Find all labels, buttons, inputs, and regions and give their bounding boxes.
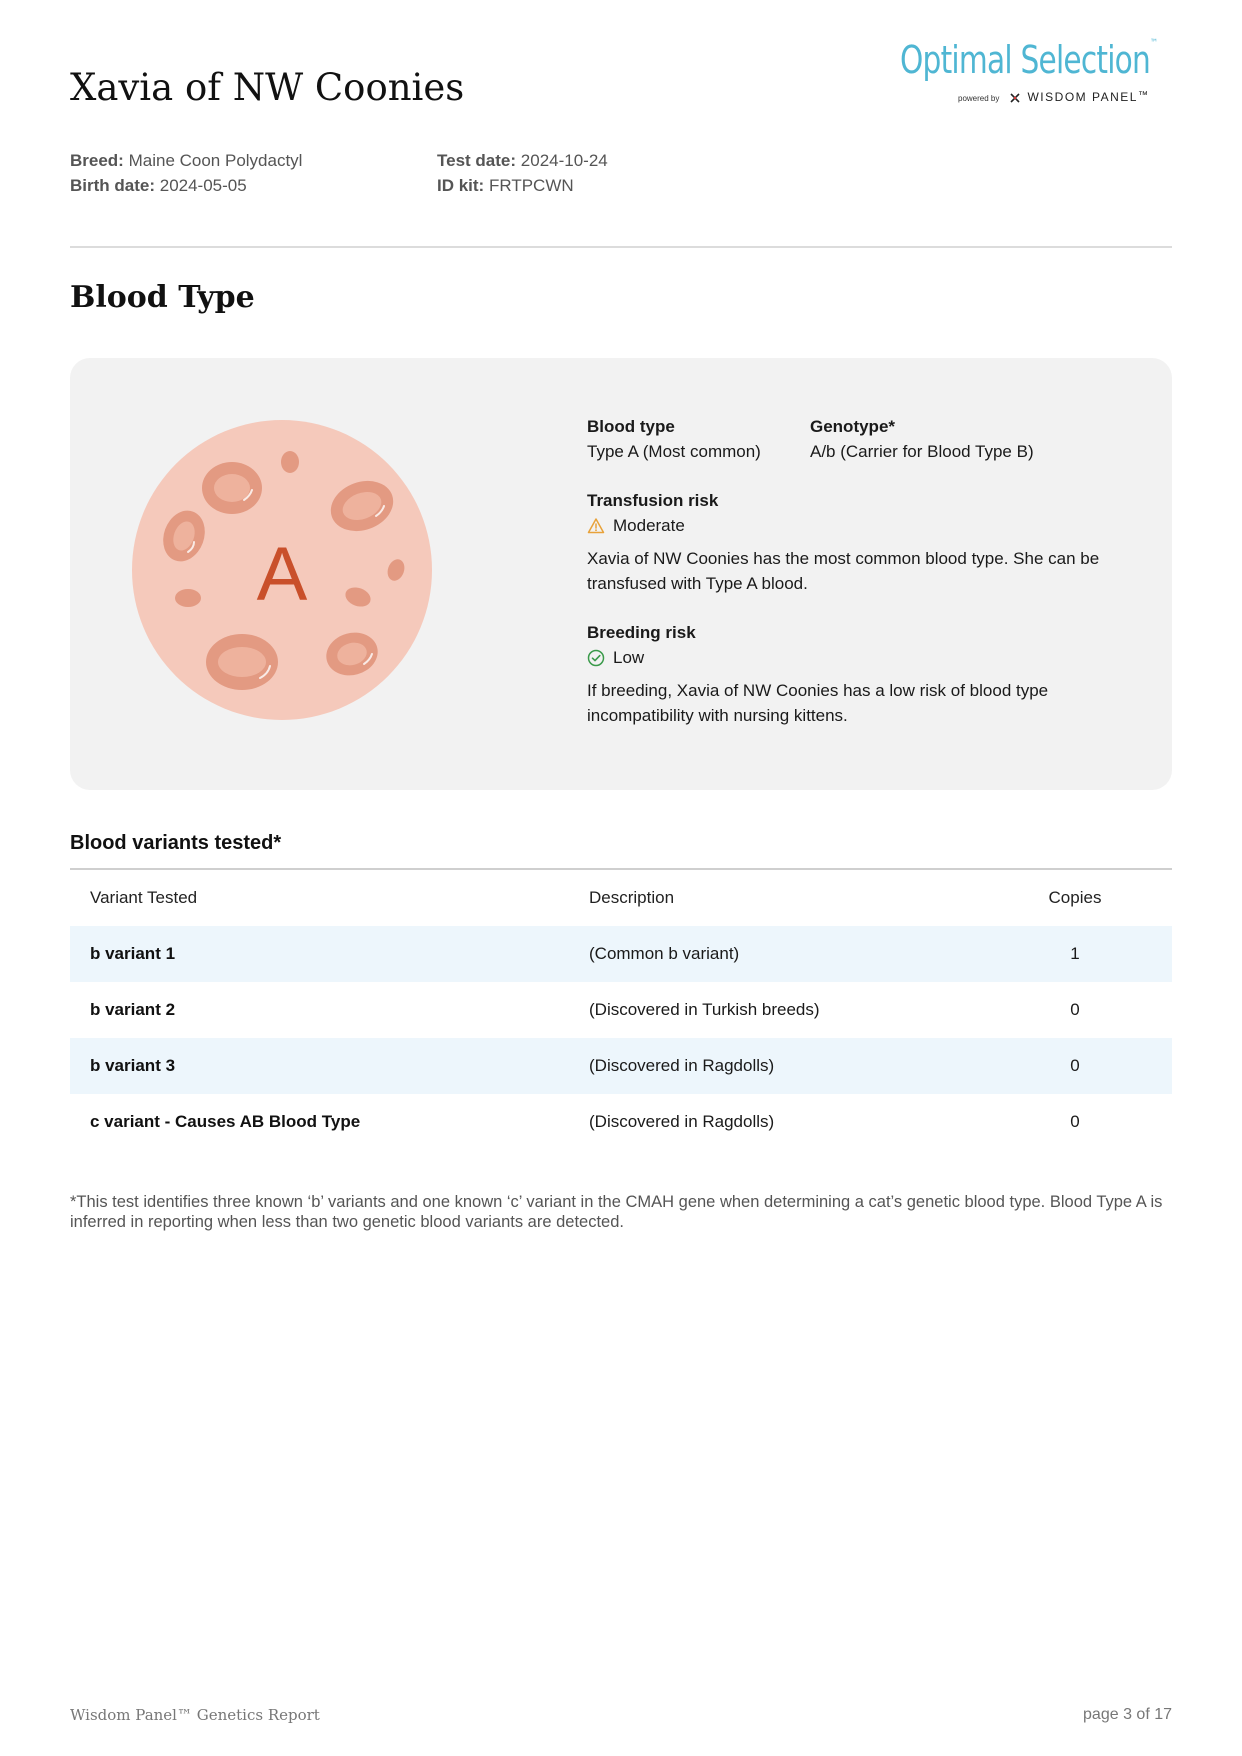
blood-cell-illustration xyxy=(132,420,432,720)
breeding-block xyxy=(587,620,1127,728)
warning-icon xyxy=(587,517,605,535)
variant-copies: 1 xyxy=(1070,944,1080,963)
breed-row: Breed: Maine Coon Polydactyl xyxy=(70,151,303,170)
logo-main-text: Optimal Selection™ xyxy=(900,38,1158,82)
table-header-row xyxy=(70,870,1172,926)
blood-type-letter: A xyxy=(256,532,308,617)
variant-description: (Discovered in Ragdolls) xyxy=(589,1112,775,1131)
logo-powered-by: powered by WISDOM PANEL™ xyxy=(958,90,1148,104)
wisdom-panel-mark-icon xyxy=(1010,93,1020,103)
variants-table xyxy=(70,868,1172,1150)
header-description: Description xyxy=(589,888,675,907)
breeding-label: Breeding risk xyxy=(587,623,696,642)
transfusion-block xyxy=(587,488,1127,596)
test-date-row: Test date: 2024-10-24 xyxy=(437,151,608,170)
variant-copies: 0 xyxy=(1070,1000,1080,1019)
check-circle-icon xyxy=(587,649,605,667)
variants-title: Blood variants tested* xyxy=(70,832,282,854)
table-row xyxy=(70,926,1172,982)
genotype-value: A/b (Carrier for Blood Type B) xyxy=(810,442,1034,461)
blood-type-block xyxy=(587,414,761,464)
blood-type-card xyxy=(70,358,1172,790)
section-title: Blood Type xyxy=(70,280,255,315)
footnote: *This test identifies three known ‘b’ variants and one known ‘c’ variant in the CMAH gene when determining a cat’s genetic blood type. Blood Type A is inferred in reporting when less than two genetic blood variants are detected. xyxy=(70,1193,1163,1231)
variant-name: b variant 3 xyxy=(90,1056,176,1075)
variant-name: c variant - Causes AB Blood Type xyxy=(90,1112,361,1131)
blood-type-value: Type A (Most common) xyxy=(587,442,761,461)
genotype-label: Genotype* xyxy=(810,417,896,436)
optimal-selection-logo xyxy=(900,38,1160,108)
footer-page-number: page 3 of 17 xyxy=(1083,1706,1172,1723)
table-row xyxy=(70,1094,1172,1150)
header-divider xyxy=(70,246,1172,248)
breeding-text: If breeding, Xavia of NW Coonies has a low risk of blood type incompatibility with nursing kittens. xyxy=(587,681,1049,725)
footer-report-name: Wisdom Panel™ Genetics Report xyxy=(70,1706,320,1724)
genotype-block xyxy=(810,414,1034,464)
meta-left xyxy=(70,148,302,198)
page-title: Xavia of NW Coonies xyxy=(70,66,465,109)
variant-copies: 0 xyxy=(1070,1112,1080,1131)
variant-description: (Discovered in Ragdolls) xyxy=(589,1056,775,1075)
meta-right xyxy=(437,148,608,198)
variant-description: (Discovered in Turkish breeds) xyxy=(589,1000,820,1019)
breeding-value: Low xyxy=(613,648,645,667)
header-variant: Variant Tested xyxy=(90,888,198,907)
birth-date-row: Birth date: 2024-05-05 xyxy=(70,176,247,195)
table-row xyxy=(70,982,1172,1038)
variant-description: (Common b variant) xyxy=(589,944,740,963)
transfusion-text: Xavia of NW Coonies has the most common blood type. She can be transfused with Type A blood. xyxy=(587,549,1100,593)
blood-type-label: Blood type xyxy=(587,417,675,436)
transfusion-status xyxy=(587,513,1127,538)
breeding-status xyxy=(587,645,1127,670)
table-row xyxy=(70,1038,1172,1094)
variant-copies: 0 xyxy=(1070,1056,1080,1075)
variant-name: b variant 1 xyxy=(90,944,176,963)
transfusion-label: Transfusion risk xyxy=(587,491,719,510)
kit-id-row: ID kit: FRTPCWN xyxy=(437,176,574,195)
transfusion-value: Moderate xyxy=(613,516,685,535)
variant-name: b variant 2 xyxy=(90,1000,176,1019)
header-copies: Copies xyxy=(1048,888,1102,907)
